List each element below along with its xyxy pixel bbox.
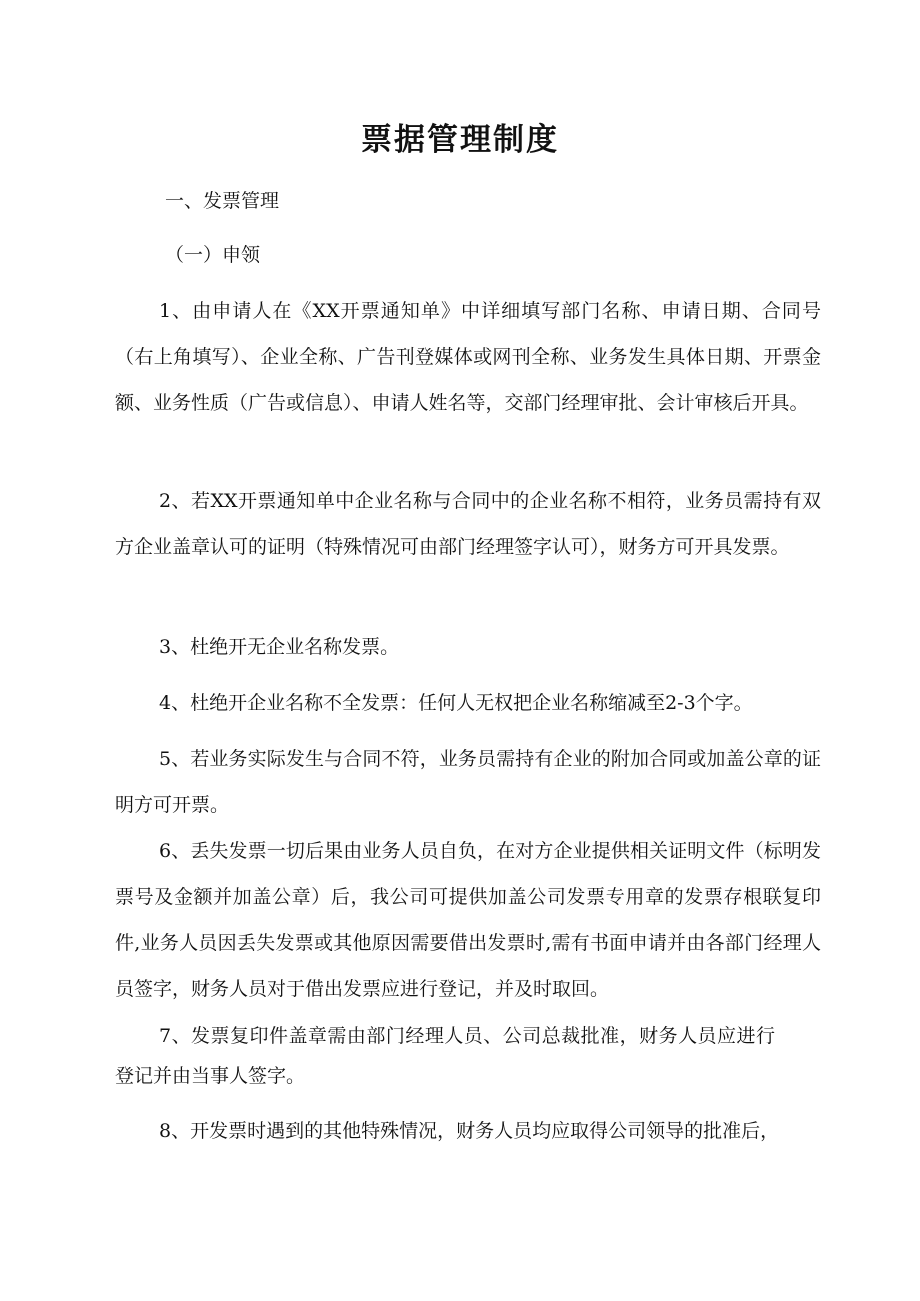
paragraph-6: 6、丢失发票一切后果由业务人员自负，在对方企业提供相关证明文件（标明发票号及金额并加盖公章）后，我公司可提供加盖公司发票专用章的发票存根联复印件,业务人员因丢失发票或其他原因需要借出发票时,需有书面申请并由各部门经理人员签字，财务人员对于借出发票应进行登记，并及时取回。 <box>115 840 821 1000</box>
section-heading: 一、发票管理 <box>165 190 280 212</box>
paragraph-1: 1、由申请人在《XX开票通知单》中详细填写部门名称、申请日期、合同号（右上角填写）、企业全称、广告刊登媒体或网刊全称、业务发生具体日期、开票金额、业务性质（广告或信息）、申请人姓名等，交部门经理审批、会计审核后开具。 <box>115 300 821 414</box>
subsection-heading: （一）申领 <box>165 244 261 266</box>
paragraph-4: 4、杜绝开企业名称不全发票：任何人无权把企业名称缩减至2-3个字。 <box>159 692 753 714</box>
paragraph-7: 7、发票复印件盖章需由部门经理人员、公司总裁批准，财务人员应进行登记并由当事人签字。 <box>115 1025 775 1087</box>
document-title: 票据管理制度 <box>361 122 559 158</box>
paragraph-8: 8、开发票时遇到的其他特殊情况，财务人员均应取得公司领导的批准后， <box>159 1120 780 1142</box>
paragraph-2: 2、若XX开票通知单中企业名称与合同中的企业名称不相符，业务员需持有双方企业盖章认可的证明（特殊情况可由部门经理签字认可），财务方可开具发票。 <box>115 490 821 558</box>
paragraph-3: 3、杜绝开无企业名称发票。 <box>159 636 400 658</box>
paragraph-5: 5、若业务实际发生与合同不符，业务员需持有企业的附加合同或加盖公章的证明方可开票。 <box>115 748 821 816</box>
